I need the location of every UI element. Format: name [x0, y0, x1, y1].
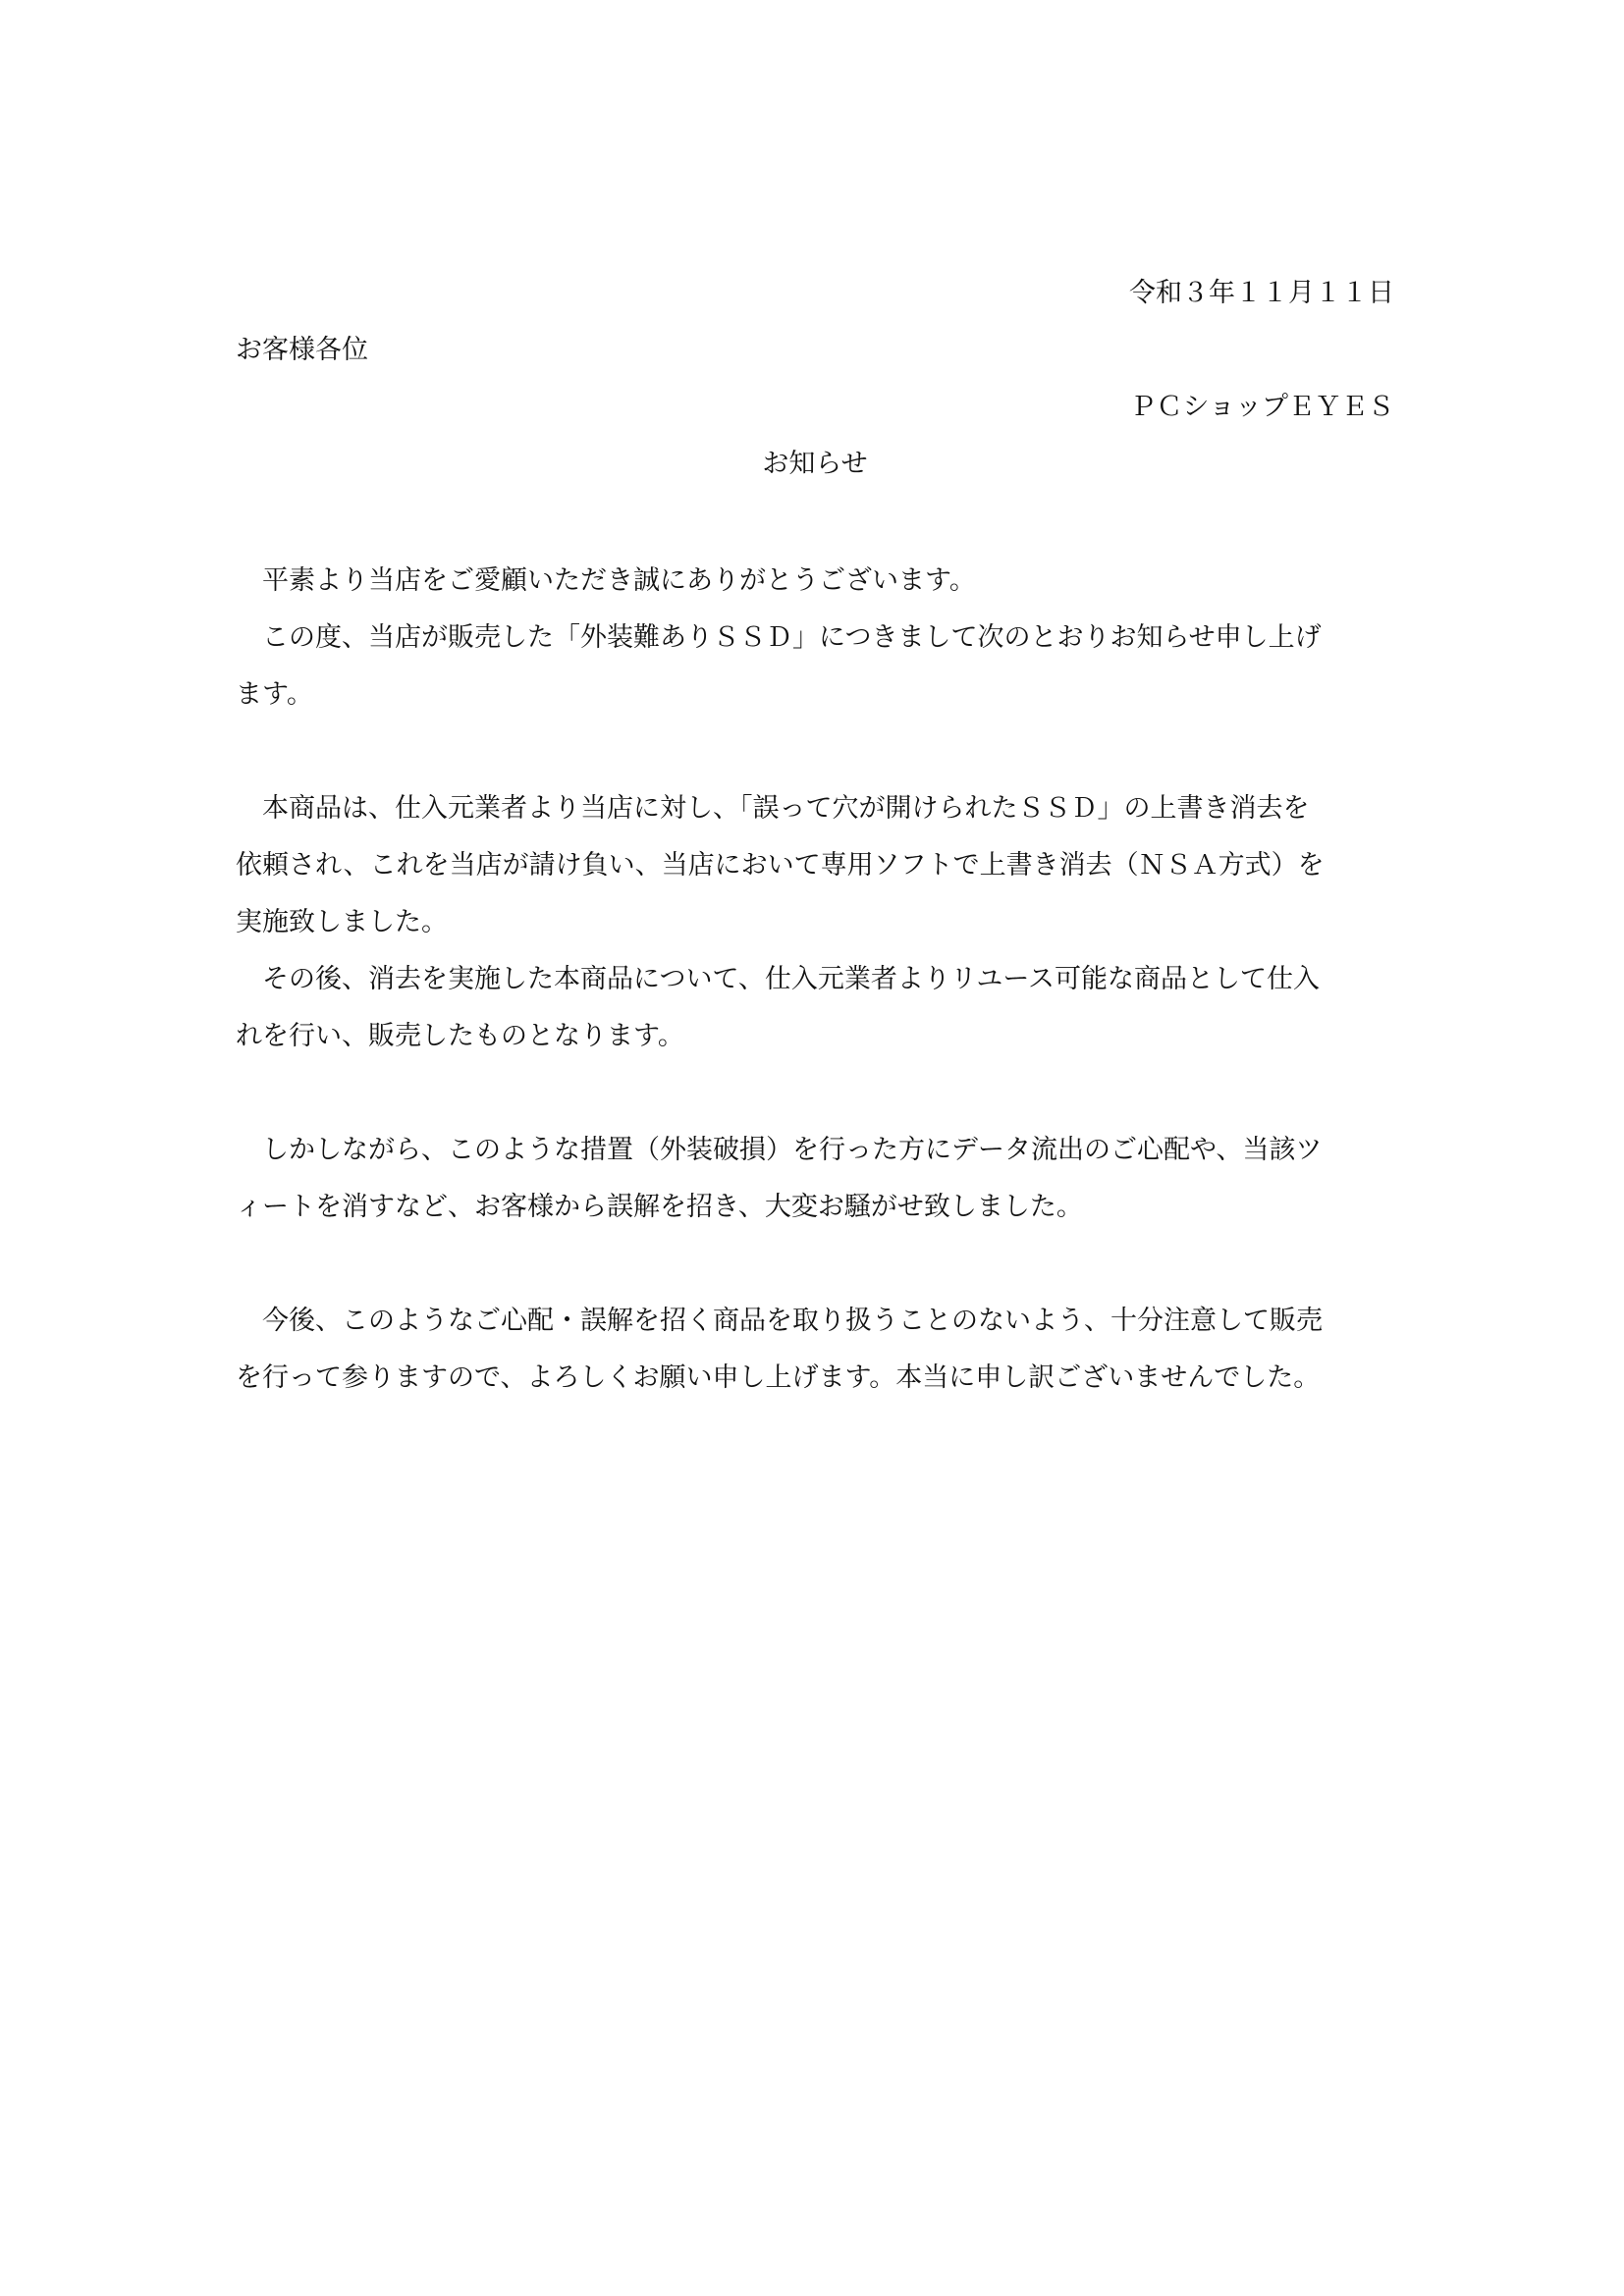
paragraph-greeting	[236, 553, 1394, 723]
letter-title: お知らせ	[762, 449, 868, 479]
letter-body	[236, 265, 1394, 1407]
paragraph-apology-context	[236, 1122, 1394, 1236]
paragraph-line: を行って参りますので、よろしくお願い申し上げます。本当に申し訳ございませんでした。	[236, 1362, 1321, 1393]
paragraph-line: ィートを消すなど、お客様から誤解を招き、大変お騒がせ致しました。	[236, 1192, 1083, 1222]
letter-date: 令和３年１１月１１日	[1129, 278, 1394, 308]
paragraph-closing	[236, 1293, 1394, 1407]
paragraph-explanation	[236, 780, 1394, 1065]
paragraph-line: 本商品は、仕入元業者より当店に対し、「誤って穴が開けられたＳＳＤ」の上書き消去を	[236, 793, 1310, 824]
letter-recipient: お客様各位	[236, 335, 368, 365]
paragraph-line: 平素より当店をご愛顧いただき誠にありがとうございます。	[236, 565, 976, 596]
paragraph-line: しかしながら、このような措置（外装破損）を行った方にデータ流出のご心配や、当該ツ	[236, 1135, 1323, 1165]
paragraph-line: その後、消去を実施した本商品について、仕入元業者よりリユース可能な商品として仕入	[236, 964, 1321, 994]
paragraph-line: れを行い、販売したものとなります。	[236, 1021, 684, 1051]
paragraph-line: 今後、このようなご心配・誤解を招く商品を取り扱うことのないよう、十分注意して販売	[236, 1306, 1323, 1336]
paragraph-line: 依頼され、これを当店が請け負い、当店において専用ソフトで上書き消去（ＮＳＡ方式）を	[236, 850, 1325, 881]
paragraph-line: 実施致しました。	[236, 907, 448, 937]
paragraph-line: この度、当店が販売した「外装難ありＳＳＤ」につきまして次のとおりお知らせ申し上げ	[236, 622, 1322, 653]
letter-sender: ＰＣショップＥＹＥＳ	[1129, 392, 1394, 422]
paragraph-line: ます。	[236, 679, 313, 710]
